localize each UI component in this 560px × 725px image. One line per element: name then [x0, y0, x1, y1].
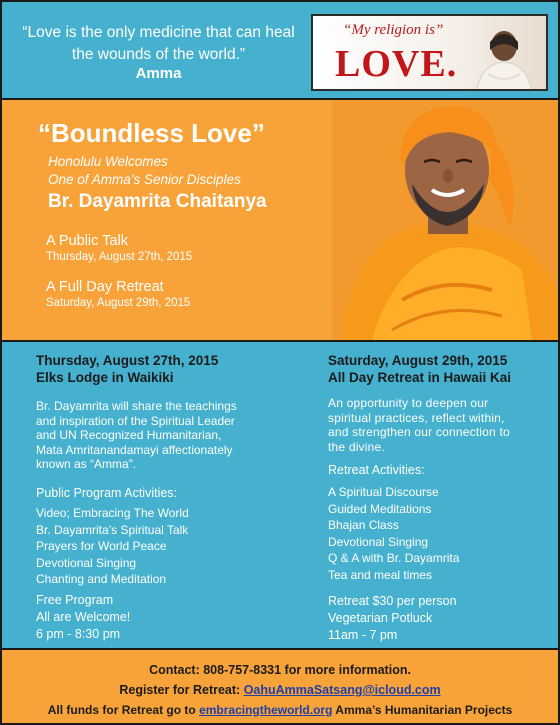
retreat-description-line-3: and strengthen our connection to [328, 425, 510, 439]
potluck-label: Vegetarian Potluck [328, 611, 433, 625]
retreat-heading-venue: All Day Retreat in Hawaii Kai [328, 370, 512, 385]
public-talk-heading-venue: Elks Lodge in Waikiki [36, 370, 174, 385]
public-talk-heading-date: Thursday, August 27th, 2015 [36, 353, 219, 368]
retreat-activities-list [328, 484, 459, 583]
retreat-heading-date: Saturday, August 29th, 2015 [328, 353, 508, 368]
retreat-price: Retreat $30 per person [328, 594, 457, 608]
contact-line: Contact: 808-757-8331 for more information. [149, 663, 411, 677]
hero-section [2, 100, 558, 340]
photo-caption-my-religion: “My religion is” [343, 22, 444, 38]
public-activities-list [36, 505, 189, 588]
list-item: Video; Embracing The World [36, 506, 189, 520]
funds-prefix: All funds for Retreat go to [47, 703, 200, 717]
funds-suffix: Amma’s Humanitarian Projects [332, 703, 513, 717]
list-item: Q & A with Br. Dayamrita [328, 551, 460, 565]
list-item: A Spiritual Discourse [328, 485, 439, 499]
list-item: Chanting and Meditation [36, 572, 167, 586]
public-talk-description-line-3: and UN Recognized Humanitarian, [36, 428, 222, 442]
free-program-label: Free Program [36, 593, 114, 607]
public-talk-date: Thursday, August 27th, 2015 [46, 251, 193, 263]
my-religion-is-love-photo [311, 14, 548, 91]
photo-caption-love: LOVE. [335, 43, 458, 85]
header-banner [2, 2, 558, 98]
public-talk-description-line-1: Br. Dayamrita will share the teachings [36, 399, 237, 413]
retreat-description-line-4: the divine. [328, 439, 385, 454]
retreat-description-line-1: An opportunity to deepen our [328, 396, 489, 410]
list-item: Tea and meal times [328, 567, 433, 582]
all-welcome-label: All are Welcome! [36, 610, 131, 624]
event-title: “Boundless Love” [38, 118, 265, 148]
retreat-activities-heading: Retreat Activities: [328, 463, 425, 477]
details-section [2, 342, 558, 648]
amma-portrait-icon [470, 24, 534, 91]
subtitle-line-2: One of Amma’s Senior Disciples [48, 172, 241, 187]
list-item: Devotional Singing [36, 555, 137, 570]
public-activities-heading: Public Program Activities: [36, 486, 178, 500]
register-line [2, 683, 558, 697]
funds-line [2, 703, 558, 717]
public-talk-description-line-5: known as “Amma”. [36, 457, 137, 471]
retreat-date: Saturday, August 29th, 2015 [46, 297, 191, 309]
retreat-time: 11am - 7 pm [328, 628, 398, 642]
retreat-title: A Full Day Retreat [46, 279, 164, 295]
public-talk-heading [36, 352, 218, 386]
speaker-portrait-icon [332, 100, 558, 340]
list-item: Guided Meditations [328, 501, 432, 516]
public-talk-description-line-4: Mata Amritanandamayi affectionately [36, 442, 233, 457]
public-talk-time: 6 pm - 8:30 pm [36, 627, 121, 641]
subtitle-line-1: Honolulu Welcomes [48, 154, 168, 169]
list-item: Br. Dayamrita’s Spiritual Talk [36, 522, 189, 537]
register-email-link[interactable]: OahuAmmaSatsang@icloud.com [243, 683, 441, 697]
retreat-heading [328, 352, 511, 386]
list-item: Devotional Singing [328, 534, 429, 549]
quote-text: “Love is the only medicine that can heal the wounds of the world.” [22, 24, 295, 63]
register-prefix: Register for Retreat: [119, 683, 244, 697]
retreat-price-block [328, 593, 457, 644]
free-program-block [36, 592, 130, 643]
quote-author: Amma [135, 65, 182, 82]
list-item: Prayers for World Peace [36, 539, 167, 553]
public-talk-description-line-2: and inspiration of the Spiritual Leader [36, 413, 235, 428]
footer [2, 650, 558, 723]
retreat-description [328, 396, 540, 454]
public-talk-description [36, 399, 237, 472]
retreat-description-line-2: spiritual practices, reflect within, [328, 410, 505, 425]
hero-subtitle [48, 153, 241, 189]
speaker-name: Br. Dayamrita Chaitanya [48, 191, 267, 212]
public-talk-title: A Public Talk [46, 233, 128, 249]
embracing-the-world-link[interactable]: embracingtheworld.org [199, 703, 333, 717]
list-item: Bhajan Class [328, 518, 399, 532]
